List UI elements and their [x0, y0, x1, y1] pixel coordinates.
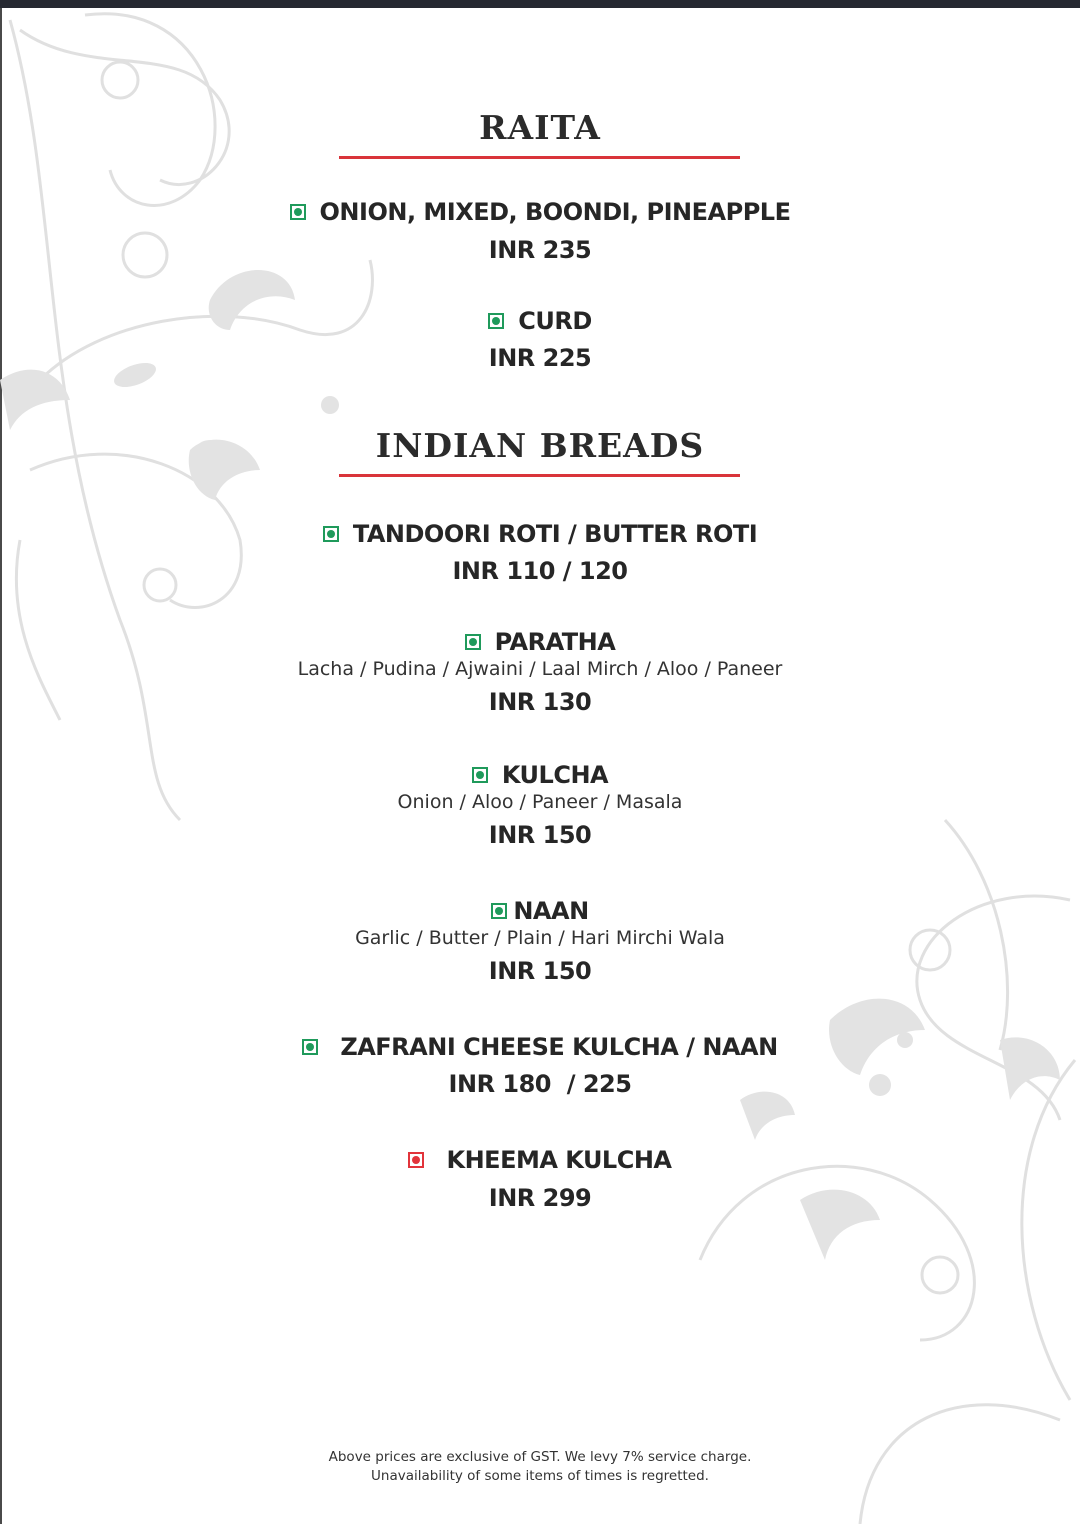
menu-item-price: INR 225 — [488, 344, 592, 372]
menu-item-name: TANDOORI ROTI / BUTTER ROTI — [0, 520, 1080, 548]
menu-item-description: Onion / Aloo / Paneer / Masala — [397, 791, 683, 813]
non-veg-icon — [408, 1152, 424, 1168]
footer-line-gst: Above prices are exclusive of GST. We levy 7% service charge. — [328, 1449, 752, 1465]
section-divider — [339, 474, 740, 477]
veg-icon — [302, 1039, 318, 1055]
section-divider — [339, 156, 740, 159]
veg-icon — [465, 634, 481, 650]
menu-item-price: INR 180 / 225 — [448, 1070, 632, 1098]
menu-item-price: INR 110 / 120 — [452, 557, 628, 585]
menu-item-description: Garlic / Butter / Plain / Hari Mirchi Wala — [355, 927, 725, 949]
menu-item-name: NAAN — [0, 897, 1080, 925]
menu-item-price: INR 299 — [488, 1184, 592, 1212]
veg-icon — [472, 767, 488, 783]
menu-item-price: INR 150 — [488, 821, 592, 849]
menu-item-price: INR 130 — [488, 688, 592, 716]
menu-item-name: KULCHA — [0, 761, 1080, 789]
section-title-raita: RAITA — [479, 108, 601, 147]
footer-note — [0, 1448, 1080, 1486]
menu-item-description: Lacha / Pudina / Ajwaini / Laal Mirch / Aloo / Paneer — [297, 658, 783, 680]
menu-item-price: INR 150 — [488, 957, 592, 985]
veg-icon — [488, 313, 504, 329]
menu-item-name: ONION, MIXED, BOONDI, PINEAPPLE — [0, 198, 1080, 226]
menu-item-name: KHEEMA KULCHA — [0, 1146, 1080, 1174]
menu-item-name: ZAFRANI CHEESE KULCHA / NAAN — [0, 1033, 1080, 1061]
veg-icon — [323, 526, 339, 542]
menu-item-name: PARATHA — [0, 628, 1080, 656]
footer-line-availability: Unavailability of some items of times is regretted. — [371, 1468, 709, 1484]
menu-item-price: INR 235 — [488, 236, 592, 264]
section-title-indian-breads: INDIAN BREADS — [375, 426, 705, 465]
menu-item-name: CURD — [0, 307, 1080, 335]
veg-icon — [491, 903, 507, 919]
veg-icon — [290, 204, 306, 220]
